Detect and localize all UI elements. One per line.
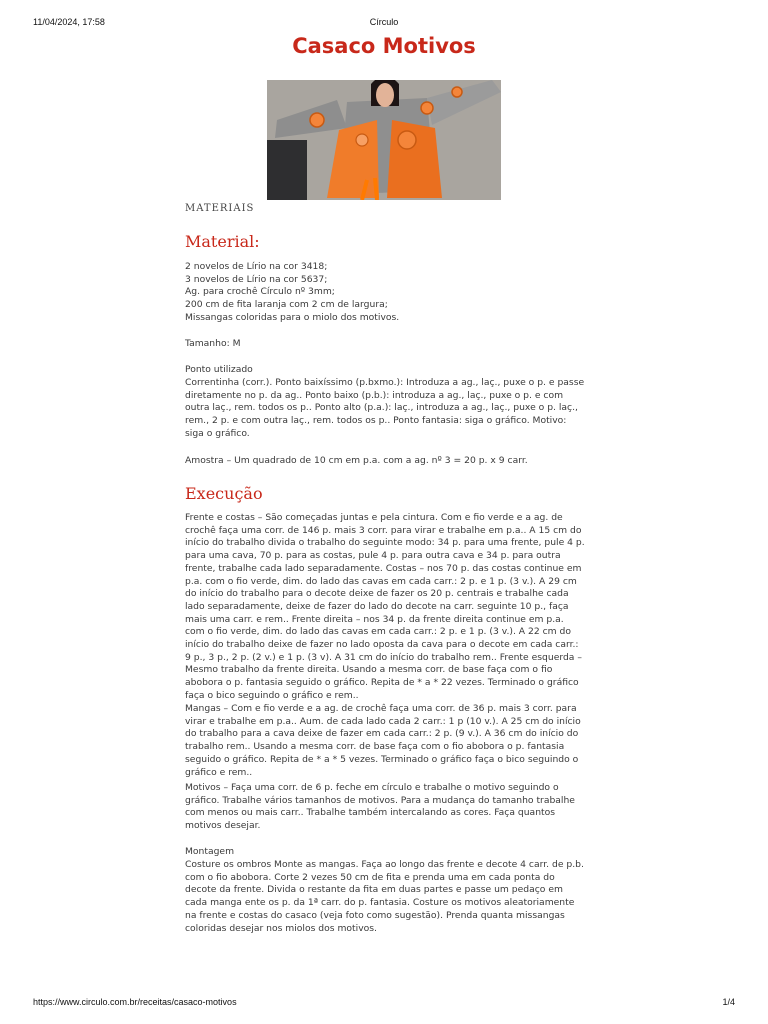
page-url: https://www.circulo.com.br/receitas/casaco-motivos <box>33 997 237 1007</box>
assembly-title: Montagem <box>185 846 235 857</box>
crochet-jacket-illustration <box>267 80 501 200</box>
motifs-instructions: Motivos – Faça uma corr. de 6 p. feche em círculo e trabalhe o motivo seguindo o gráfico. Trabalhe vários tamanhos de motivos. Para a mudança do tamanho trabalhe com menos ou mais carr.. Trabalhe também intercalando as cores. Faça quantos motivos desejar. <box>185 782 575 832</box>
print-site-name: Círculo <box>369 17 399 27</box>
materials-section-label: MATERIAIS <box>185 203 255 214</box>
assembly-instructions: Costure os ombros Monte as mangas. Faça ao longo das frente e decote 4 carr. de p.b. com o fio abobora. Corte 2 vezes 50 cm de fita e prenda uma em cada ponta do decote da frente. Divida o restante da fita em duas partes e passe um pedaço em cada manga ente os p. da 1ª carr. do p. fantasia. Costure os motivos aleatoriamente na frente e costas do casaco (veja foto como sugestão). Prenda quanta missangas coloridas desejar nos miolos dos motivos. <box>185 859 584 934</box>
product-photo <box>267 80 501 200</box>
page-number: 1/4 <box>722 997 735 1007</box>
size-text: Tamanho: M <box>185 338 241 349</box>
material-list: 2 novelos de Lírio na cor 3418; 3 novelos de Lírio na cor 5637; Ag. para crochê Círculo nº 3mm; 200 cm de fita laranja com 2 cm de largura; Missangas coloridas para o miolo dos motivos. <box>185 261 400 323</box>
page-title: Casaco Motivos <box>292 34 476 58</box>
execution-heading: Execução <box>185 484 263 503</box>
print-footer <box>33 997 735 1007</box>
front-back-instructions: Frente e costas – São começadas juntas e pela cintura. Com e fio verde e a ag. de crochê faça uma corr. de 146 p. mais 3 corr. para virar e trabalhe em p.a.. A 15 cm do início do trabalho divida o trabalho do seguinte modo: 34 p. para uma frente, pule 4 p. para uma cava, 70 p. para as costas, pule 4 p. para outra cava e 34 p. para outra frente, trabalhe cada lado separadamente. Costas – nos 70 p. das costas continue em p.a. com o fio verde, dim. do lado das cavas em cada carr.: 2 p. e 1 p. (3 v.). A 29 cm do início do trabalho para o decote deixe de fazer os 20 p. centrais e trabalhe cada lado separadamente, deixe de fazer do lado do decote na carr. seguinte 10 p., faça mais uma carr. e rem.. Frente direita – nos 34 p. da frente direita continue em p.a. com o fio verde, dim. do lado das cavas em cada carr.: 2 p. e 1 p. (3 v.). A 22 cm do início do trabalho deixe de fazer no lado oposta da cava para o decote em cada carr.: 9 p., 3 p., 2 p. (2 v.) e 1 p. (3 v). A 31 cm do início do trabalho rem.. Frente esquerda – Mesmo trabalho da frente direita. Usando a mesma corr. de base faça com o fio abobora o p. fantasia seguido o gráfico. Repita de * a * 22 vezes. Terminado o gráfico faça o bico seguindo o gráfico e rem.. <box>185 512 585 701</box>
gauge-text: Amostra – Um quadrado de 10 cm em p.a. com a ag. nº 3 = 20 p. x 9 carr. <box>185 455 528 466</box>
material-heading: Material: <box>185 232 260 251</box>
stitch-description: Correntinha (corr.). Ponto baixíssimo (p.bxmo.): Introduza a ag., laç., puxe o p. e passe diretamente no p. da ag.. Ponto baixo (p.b.): introduza a ag., laç., puxe o p. e com outra laç., rem. todos os p.. Ponto alto (p.a.): laç., introduza a ag., laç., puxe o p. laç., rem., 2 p. e com outra laç., rem. todos os p.. Ponto fantasia: siga o gráfico. Motivo: siga o gráfico. <box>185 377 585 439</box>
sleeves-instructions: Mangas – Com e fio verde e a ag. de crochê faça uma corr. de 36 p. mais 3 corr. para virar e trabalhe em p.a.. Aum. de cada lado cada 2 carr.: 1 p (10 v.). A 25 cm do início do trabalho para a cava deixe de fazer em cada carr.: 2 p. (9 v.). A 36 cm do início do trabalho rem.. Usando a mesma corr. de base faça com o fio abobora o p. fantasia seguido o gráfico. Repita de * a * 5 vezes. Terminado o gráfico faça o bico seguindo o gráfico e rem.. <box>185 703 581 778</box>
stitch-title: Ponto utilizado <box>185 364 253 375</box>
print-datetime: 11/04/2024, 17:58 <box>33 17 105 27</box>
print-header <box>33 17 735 27</box>
